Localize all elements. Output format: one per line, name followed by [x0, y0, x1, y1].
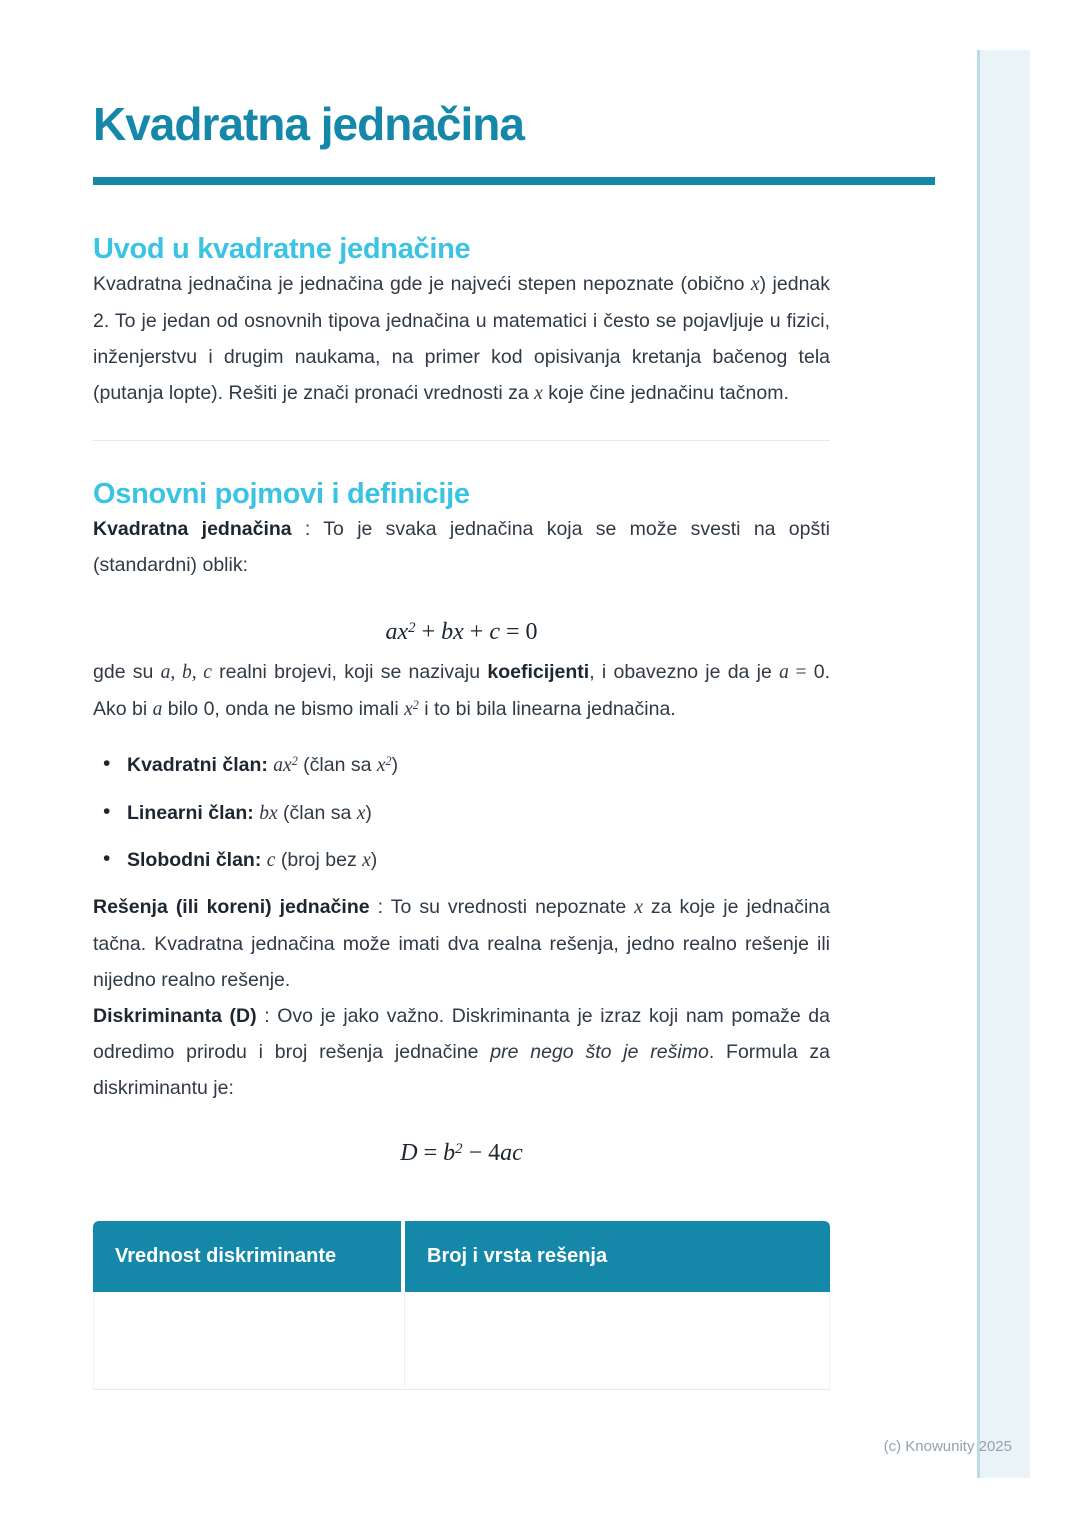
discriminant-paragraph: Diskriminanta (D) : Ovo je jako važno. Diskriminanta je izraz koji nam pomaže da odredimo prirodu i broj rešenja jednačine pre nego što je rešimo. Formula za diskriminantu je: — [93, 1005, 830, 1099]
list-item-text: Kvadratni član: $ax^2$ (član sa $x^2$) — [127, 753, 399, 776]
table-header-vrednost-diskriminante: Vrednost diskriminante — [93, 1221, 405, 1292]
section-heading-pojmovi: Osnovni pojmovi i definicije — [93, 478, 470, 510]
roots-paragraph: Rešenja (ili koreni) jednačine : To su vrednosti nepoznate x za koje je jednačina tačna. Kvadratna jednačina može imati dva realna rešenja, jedno realno rešenje ili nijedno realno rešenje. — [93, 896, 830, 991]
table-header-row — [93, 1221, 830, 1292]
table-row — [93, 1292, 830, 1390]
list-item-slobodni-clan — [93, 842, 830, 879]
bullet-icon: • — [103, 847, 111, 870]
page-title: Kvadratna jednačina — [93, 98, 524, 150]
title-underline — [93, 177, 935, 185]
definition-paragraph: Kvadratna jednačina : To je svaka jednačina koja se može svesti na opšti (standardni) oblik: — [93, 518, 830, 576]
formula-discriminant: $D = b^2 - 4ac$ — [400, 1140, 523, 1166]
list-item-linearni-clan — [93, 795, 830, 832]
page-edge-stripe — [977, 50, 1030, 1478]
table-header-broj-i-vrsta-resenja: Broj i vrsta rešenja — [405, 1221, 830, 1292]
terms-list — [93, 747, 830, 879]
bullet-icon: • — [103, 752, 111, 775]
list-item-text: Linearni član: bx (član sa x) — [127, 802, 372, 824]
list-item-kvadratni-clan — [93, 747, 830, 785]
list-item-text: Slobodni član: c (broj bez x) — [127, 849, 378, 871]
bullet-icon: • — [103, 800, 111, 823]
section-divider — [93, 440, 830, 441]
intro-paragraph: Kvadratna jednačina je jednačina gde je najveći stepen nepoznate (obično x) jednak 2. To je jedan od osnovnih tipova jednačina u matematici i često se pojavljuje u fizici, inženjerstvu i drugim naukama, na primer kod opisivanja kretanja bačenog tela (putanja lopte). Rešiti je znači pronaći vrednosti za x koje čine jednačinu tačnom. — [93, 273, 831, 404]
discriminant-table — [93, 1221, 830, 1390]
table-cell-empty — [405, 1292, 830, 1390]
table-cell-empty — [93, 1292, 405, 1390]
formula-standard-form: $ax^2$ + bx + c = 0 — [385, 619, 538, 645]
coefficients-paragraph: gde su a, b, c realni brojevi, koji se nazivaju koeficijenti, i obavezno je da je a = 0. Ako bi a bilo 0, onda ne bismo imali $x^2$ i to bi bila linearna jednačina. — [93, 661, 831, 720]
page-content — [93, 0, 830, 1390]
section-heading-uvod: Uvod u kvadratne jednačine — [93, 233, 471, 265]
copyright-notice: (c) Knowunity 2025 — [883, 1438, 1012, 1455]
